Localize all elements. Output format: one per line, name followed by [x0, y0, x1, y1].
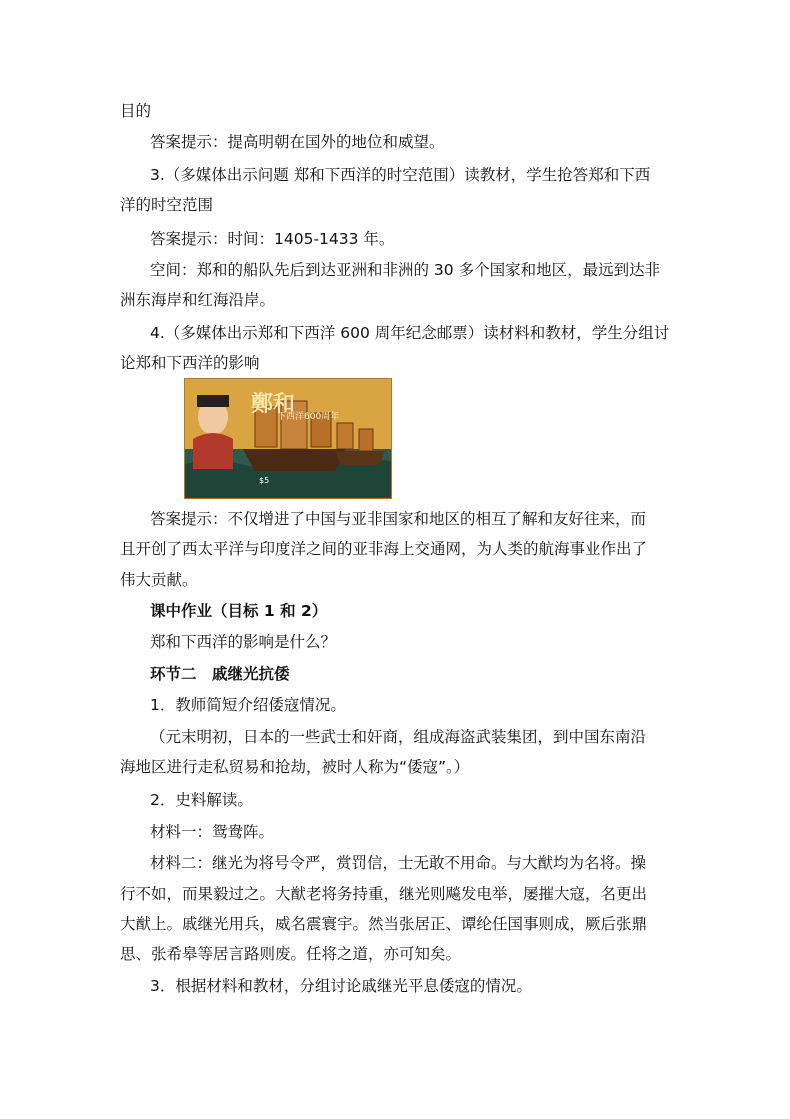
text-line: 洲东海岸和红海沿岸。: [120, 291, 276, 309]
text-line: 论郑和下西洋的影响: [120, 354, 260, 372]
question-4: 4.（多媒体出示郑和下西洋 600 周年纪念邮票）读材料和教材，学生分组讨: [150, 324, 670, 342]
commemorative-stamp-image: [184, 378, 392, 499]
text-line: 材料一：鸳鸯阵。: [150, 823, 275, 841]
text-line: 行不如，而果毅过之。大猷老将务持重，继光则飚发电举，屡摧大寇，名更出: [120, 885, 648, 903]
text-line: 2．史料解读。: [150, 791, 253, 809]
text-line: 洋的时空范围: [120, 196, 214, 214]
text-line: 大猷上。戚继光用兵，威名震寰宇。然当张居正、谭纶任国事则成，厥后张鼎: [120, 915, 648, 933]
text-line: 3．根据材料和教材，分组讨论戚继光平息倭寇的情况。: [150, 977, 532, 995]
stamp-heading: 鄭和: [251, 391, 296, 417]
text-line: （元末明初，日本的一些武士和奸商，组成海盗武装集团，到中国东南沿: [150, 728, 647, 746]
text-line: 伟大贡献。: [120, 571, 198, 589]
stamp-illustration: [185, 379, 391, 498]
text-line: 郑和下西洋的影响是什么？: [150, 633, 337, 651]
section-heading: 环节二 戚继光抗倭: [150, 665, 290, 683]
section-heading: 课中作业（目标 1 和 2）: [150, 602, 328, 620]
answer-hint: 答案提示：提高明朝在国外的地位和威望。: [150, 133, 445, 151]
answer-hint: 答案提示：不仅增进了中国与亚非国家和地区的相互了解和友好往来，而: [150, 510, 647, 528]
stamp-subtitle: 下西洋600周年: [277, 412, 340, 422]
text-line: 海地区进行走私贸易和抢劫，被时人称为“倭寇”。）: [120, 758, 470, 776]
text-line: 空间：郑和的船队先后到达亚洲和非洲的 30 多个国家和地区，最远到达非: [150, 261, 661, 279]
text-line: 思、张希皋等居言路则废。任将之道，亦可知矣。: [120, 945, 462, 963]
text-line: 目的: [120, 102, 152, 120]
text-line: 且开创了西太平洋与印度洋之间的亚非海上交通网，为人类的航海事业作出了: [120, 540, 648, 558]
question-3: 3.（多媒体出示问题 郑和下西洋的时空范围）读教材，学生抢答郑和下西: [150, 166, 651, 184]
text-line: 1．教师简短介绍倭寇情况。: [150, 696, 346, 714]
answer-hint: 答案提示：时间：1405-1433 年。: [150, 230, 395, 248]
text-line: 材料二：继光为将号令严，赏罚信，士无敢不用命。与大猷均为名将。操: [150, 854, 647, 872]
stamp-value: $5: [259, 476, 270, 485]
